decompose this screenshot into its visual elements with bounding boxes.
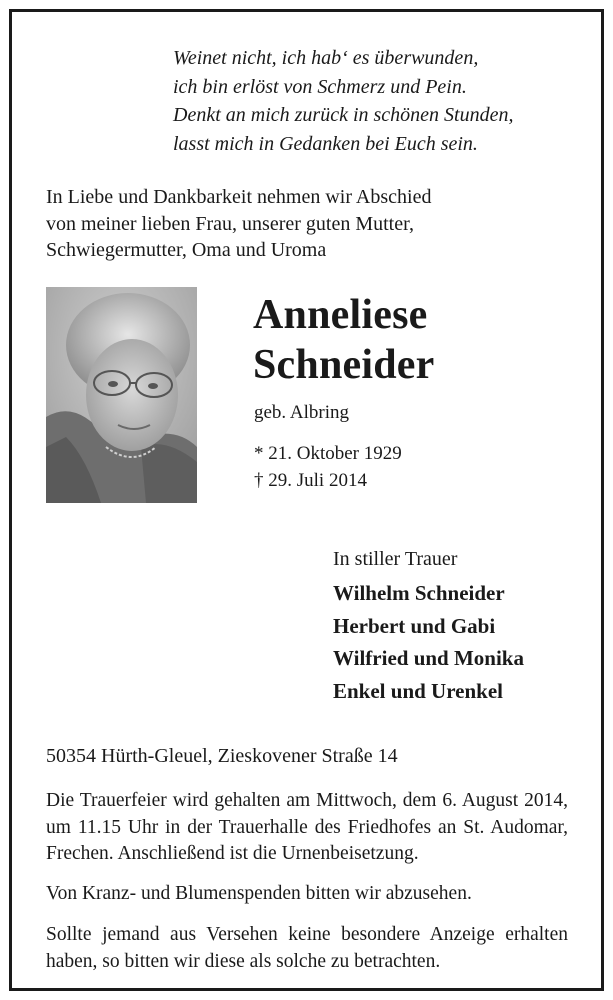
mourner-name: Wilhelm Schneider bbox=[333, 581, 505, 605]
address: 50354 Hürth-Gleuel, Zieskovener Straße 14 bbox=[46, 745, 398, 767]
poem-line: ich bin erlöst von Schmerz und Pein. bbox=[173, 75, 467, 98]
closing-note: Sollte jemand aus Versehen keine besondere Anzeige erhalten haben, so bitten wir diese als solche zu betrachten. bbox=[46, 924, 568, 972]
intro-line: In Liebe und Dankbarkeit nehmen wir Abschied bbox=[46, 186, 432, 208]
last-name: Schneider bbox=[253, 342, 435, 388]
mourner-name: Wilfried und Monika bbox=[333, 646, 524, 670]
poem-line: lasst mich in Gedanken bei Euch sein. bbox=[173, 132, 478, 155]
mourners-list bbox=[333, 577, 524, 707]
birth-date: * 21. Oktober 1929 bbox=[254, 443, 402, 464]
poem-line: Weinet nicht, ich hab‘ es überwunden, bbox=[173, 47, 479, 69]
intro-line: Schwiegermutter, Oma und Uroma bbox=[46, 239, 327, 261]
funeral-info: Die Trauerfeier wird gehalten am Mittwoch, dem 6. August 2014, um 11.15 Uhr in der Trauerhalle des Friedhofes an St. Audomar, Frechen. Anschließend ist die Urnenbeisetzung. bbox=[46, 790, 568, 864]
poem-line: Denkt an mich zurück in schönen Stunden, bbox=[173, 104, 514, 126]
life-dates bbox=[254, 440, 402, 494]
flowers-note: Von Kranz- und Blumenspenden bitten wir abzusehen. bbox=[46, 883, 472, 904]
deceased-name bbox=[253, 290, 434, 390]
first-name: Anneliese bbox=[253, 292, 428, 338]
poem bbox=[173, 44, 513, 158]
mourner-name: Enkel und Urenkel bbox=[333, 678, 503, 703]
mourner-name: Herbert und Gabi bbox=[333, 613, 496, 638]
intro-text bbox=[46, 184, 431, 264]
death-date: † 29. Juli 2014 bbox=[254, 470, 367, 491]
mourners-intro: In stiller Trauer bbox=[333, 548, 458, 570]
born-name: geb. Albring bbox=[254, 402, 349, 423]
intro-line: von meiner lieben Frau, unserer guten Mutter, bbox=[46, 212, 414, 235]
portrait-photo bbox=[46, 287, 197, 503]
